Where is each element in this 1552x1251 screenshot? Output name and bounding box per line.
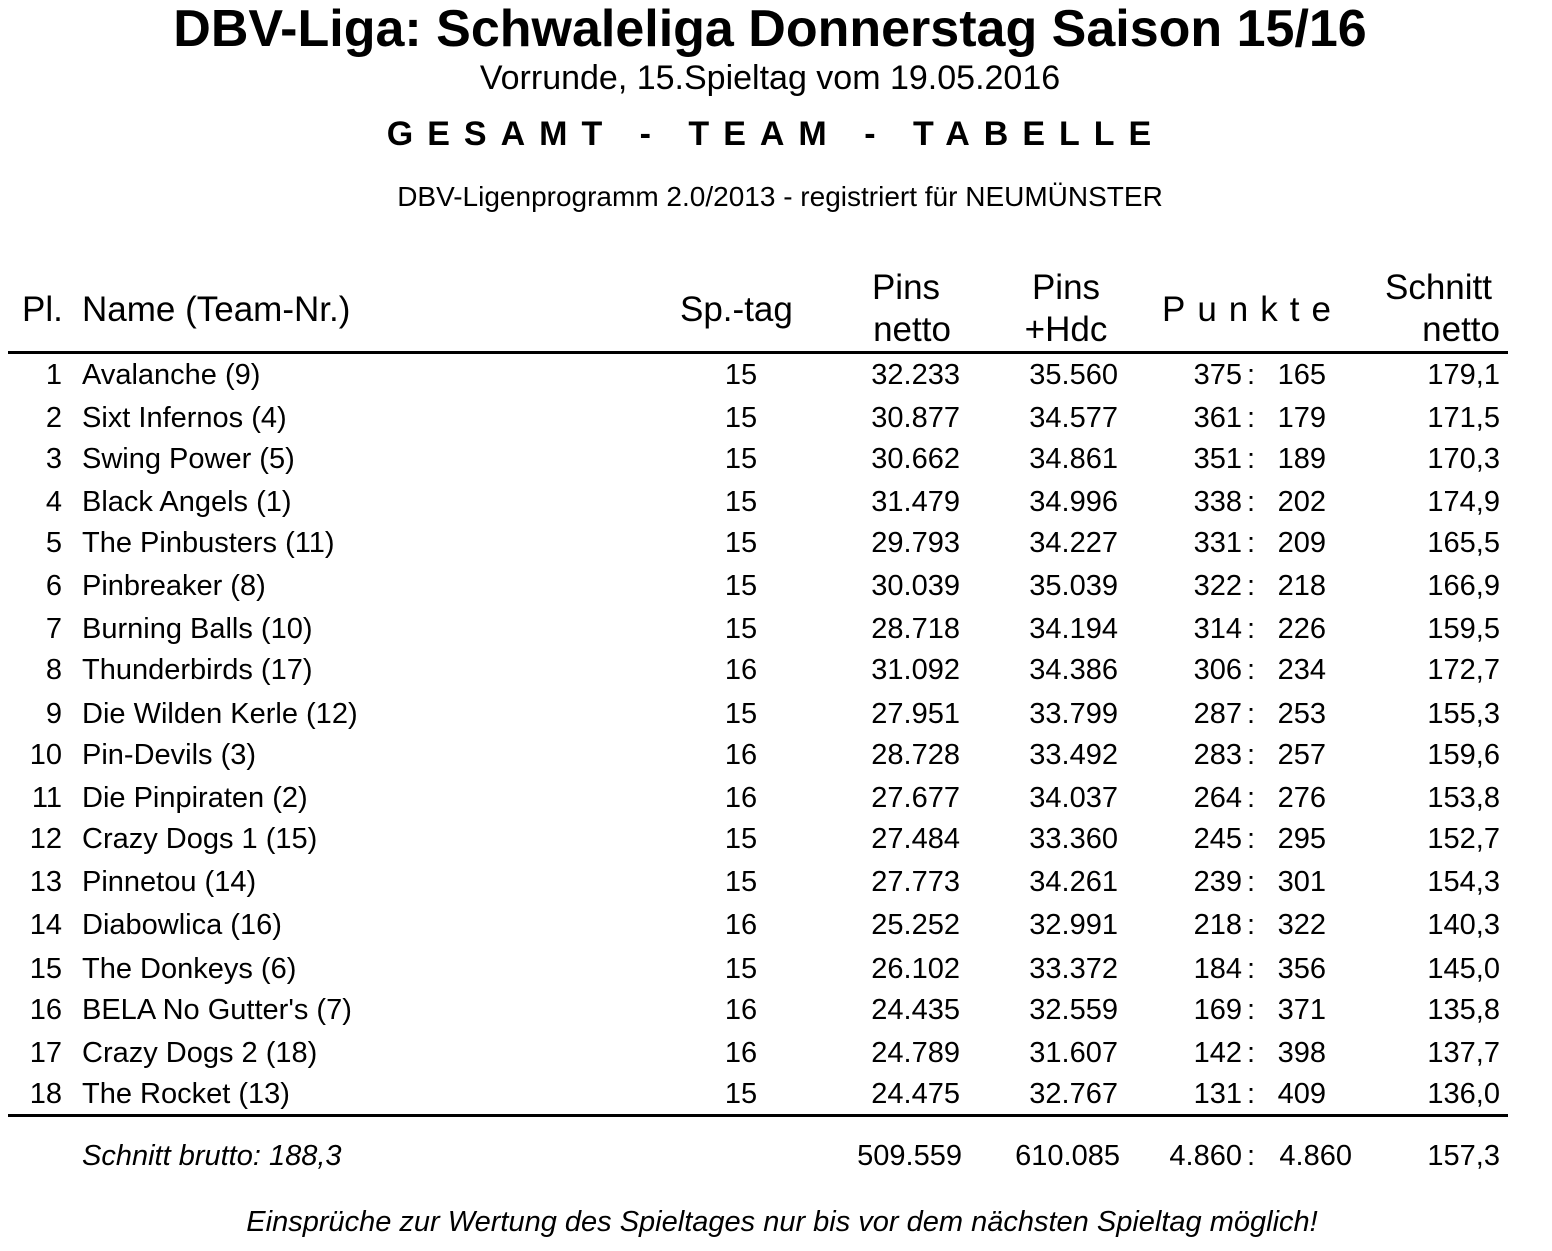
row-punkte-minus: 202 [1277, 486, 1326, 518]
row-sptag: 15 [724, 443, 758, 475]
row-place: 9 [45, 698, 62, 730]
row-punkte-plus: 142 [1193, 1037, 1242, 1069]
row-schnitt: 174,9 [1427, 486, 1500, 518]
row-punkte-minus: 322 [1277, 909, 1326, 941]
footer-note: Einsprüche zur Wertung des Spieltages nur bis vor dem nächsten Spieltag möglich! [246, 1206, 1318, 1238]
row-punkte-minus: 398 [1277, 1037, 1326, 1069]
row-sptag: 16 [724, 782, 758, 814]
row-punkte-plus: 306 [1193, 654, 1242, 686]
row-punkte-plus: 314 [1193, 613, 1242, 645]
row-sptag: 15 [724, 570, 758, 602]
row-punkte-minus: 179 [1277, 402, 1326, 434]
header-schnitt-line1: Schnitt [1385, 268, 1492, 307]
header-pins-netto-line2: netto [873, 310, 951, 349]
row-schnitt: 155,3 [1427, 698, 1500, 730]
table-row [0, 523, 1552, 563]
row-pins-hdc: 34.996 [1029, 486, 1118, 518]
row-schnitt: 172,7 [1427, 654, 1500, 686]
row-punkte-separator: : [1246, 782, 1256, 814]
row-place: 10 [29, 739, 62, 771]
row-pins-hdc: 33.372 [1029, 953, 1118, 985]
row-schnitt: 170,3 [1427, 443, 1500, 475]
row-place: 4 [45, 486, 62, 518]
row-punkte-separator: : [1246, 613, 1256, 645]
row-punkte-plus: 218 [1193, 909, 1242, 941]
row-team-name: Diabowlica (16) [82, 909, 282, 941]
row-pins-netto: 31.479 [871, 486, 960, 518]
row-punkte-minus: 257 [1277, 739, 1326, 771]
row-pins-hdc: 34.227 [1029, 527, 1118, 559]
row-schnitt: 137,7 [1427, 1037, 1500, 1069]
header-pins-hdc-line2: +Hdc [1024, 310, 1108, 349]
row-team-name: Crazy Dogs 2 (18) [82, 1037, 318, 1069]
row-team-name: Avalanche (9) [82, 359, 261, 391]
table-row [0, 609, 1552, 649]
row-punkte-separator: : [1246, 402, 1256, 434]
row-place: 16 [29, 994, 62, 1026]
row-schnitt: 152,7 [1427, 823, 1500, 855]
row-punkte-minus: 301 [1277, 866, 1326, 898]
row-punkte-minus: 209 [1277, 527, 1326, 559]
row-pins-hdc: 34.194 [1029, 613, 1118, 645]
row-place: 17 [29, 1037, 62, 1069]
row-pins-netto: 26.102 [871, 953, 960, 985]
row-pins-netto: 31.092 [871, 654, 960, 686]
row-team-name: Pinnetou (14) [82, 866, 257, 898]
row-team-name: Swing Power (5) [82, 443, 295, 475]
row-team-name: Crazy Dogs 1 (15) [82, 823, 318, 855]
row-sptag: 15 [724, 486, 758, 518]
page-title: DBV-Liga: Schwaleliga Donnerstag Saison 15/16 [173, 0, 1367, 58]
row-team-name: The Pinbusters (11) [82, 527, 335, 559]
row-pins-netto: 30.039 [871, 570, 960, 602]
row-place: 7 [45, 613, 62, 645]
row-sptag: 16 [724, 739, 758, 771]
row-pins-netto: 27.677 [871, 782, 960, 814]
header-pl: Pl. [22, 290, 63, 329]
table-row [0, 949, 1552, 989]
header-sptag: Sp.-tag [680, 290, 793, 329]
row-punkte-minus: 409 [1277, 1078, 1326, 1110]
totals-punkte-minus: 4.860 [1279, 1140, 1352, 1172]
row-schnitt: 154,3 [1427, 866, 1500, 898]
row-schnitt: 135,8 [1427, 994, 1500, 1026]
row-sptag: 16 [724, 909, 758, 941]
row-punkte-minus: 371 [1277, 994, 1326, 1026]
row-team-name: Pin-Devils (3) [82, 739, 257, 771]
row-pins-hdc: 35.560 [1029, 359, 1118, 391]
row-punkte-separator: : [1246, 486, 1256, 518]
totals-punkte-plus: 4.860 [1169, 1140, 1242, 1172]
header-name: Name (Team-Nr.) [82, 290, 351, 329]
row-pins-hdc: 31.607 [1029, 1037, 1118, 1069]
table-row [0, 566, 1552, 606]
table-row [0, 355, 1552, 395]
row-pins-hdc: 34.386 [1029, 654, 1118, 686]
row-pins-netto: 24.475 [871, 1078, 960, 1110]
table-row [0, 1074, 1552, 1114]
row-pins-netto: 30.662 [871, 443, 960, 475]
row-schnitt: 166,9 [1427, 570, 1500, 602]
row-sptag: 16 [724, 1037, 758, 1069]
row-pins-netto: 29.793 [871, 527, 960, 559]
row-punkte-separator: : [1246, 994, 1256, 1026]
row-pins-hdc: 33.360 [1029, 823, 1118, 855]
row-punkte-plus: 338 [1193, 486, 1242, 518]
row-schnitt: 159,5 [1427, 613, 1500, 645]
row-place: 13 [29, 866, 62, 898]
row-sptag: 15 [724, 527, 758, 559]
row-pins-netto: 28.718 [871, 613, 960, 645]
row-team-name: Pinbreaker (8) [82, 570, 266, 602]
row-pins-hdc: 34.861 [1029, 443, 1118, 475]
row-pins-hdc: 33.799 [1029, 698, 1118, 730]
table-row [0, 735, 1552, 775]
row-pins-hdc: 34.037 [1029, 782, 1118, 814]
row-pins-hdc: 34.261 [1029, 866, 1118, 898]
row-punkte-minus: 276 [1277, 782, 1326, 814]
row-schnitt: 140,3 [1427, 909, 1500, 941]
table-row [0, 905, 1552, 945]
row-punkte-plus: 184 [1193, 953, 1242, 985]
row-punkte-minus: 218 [1277, 570, 1326, 602]
row-sptag: 15 [724, 698, 758, 730]
totals-punkte-separator: : [1246, 1140, 1256, 1172]
row-pins-netto: 32.233 [871, 359, 960, 391]
row-punkte-plus: 131 [1193, 1078, 1242, 1110]
row-punkte-minus: 295 [1277, 823, 1326, 855]
row-place: 18 [29, 1078, 62, 1110]
row-sptag: 16 [724, 654, 758, 686]
row-team-name: Thunderbirds (17) [82, 654, 313, 686]
totals-divider [8, 1114, 1508, 1117]
header-divider [8, 351, 1508, 354]
row-pins-netto: 27.484 [871, 823, 960, 855]
row-pins-hdc: 32.767 [1029, 1078, 1118, 1110]
row-punkte-separator: : [1246, 953, 1256, 985]
row-pins-netto: 24.789 [871, 1037, 960, 1069]
row-punkte-minus: 234 [1277, 654, 1326, 686]
row-pins-netto: 30.877 [871, 402, 960, 434]
table-row [0, 862, 1552, 902]
row-sptag: 15 [724, 866, 758, 898]
row-team-name: BELA No Gutter's (7) [82, 994, 352, 1026]
row-sptag: 15 [724, 953, 758, 985]
row-pins-hdc: 35.039 [1029, 570, 1118, 602]
row-pins-netto: 24.435 [871, 994, 960, 1026]
row-punkte-plus: 375 [1193, 359, 1242, 391]
row-punkte-plus: 169 [1193, 994, 1242, 1026]
row-punkte-plus: 331 [1193, 527, 1242, 559]
row-punkte-minus: 165 [1277, 359, 1326, 391]
row-team-name: The Rocket (13) [82, 1078, 290, 1110]
totals-pins-hdc: 610.085 [1015, 1140, 1120, 1172]
row-schnitt: 165,5 [1427, 527, 1500, 559]
row-place: 1 [45, 359, 62, 391]
row-punkte-separator: : [1246, 443, 1256, 475]
row-sptag: 16 [724, 994, 758, 1026]
row-pins-hdc: 32.991 [1029, 909, 1118, 941]
row-place: 8 [45, 654, 62, 686]
row-team-name: Sixt Infernos (4) [82, 402, 287, 434]
row-punkte-separator: : [1246, 570, 1256, 602]
row-schnitt: 145,0 [1427, 953, 1500, 985]
row-punkte-separator: : [1246, 527, 1256, 559]
row-team-name: Die Pinpiraten (2) [82, 782, 308, 814]
row-punkte-separator: : [1246, 1037, 1256, 1069]
row-place: 12 [29, 823, 62, 855]
table-row [0, 778, 1552, 818]
table-row [0, 819, 1552, 859]
header-punkte: Punkte [1162, 290, 1343, 329]
row-pins-netto: 25.252 [871, 909, 960, 941]
row-pins-hdc: 32.559 [1029, 994, 1118, 1026]
row-punkte-separator: : [1246, 739, 1256, 771]
row-schnitt: 153,8 [1427, 782, 1500, 814]
row-punkte-separator: : [1246, 909, 1256, 941]
row-schnitt: 171,5 [1427, 402, 1500, 434]
table-row [0, 1033, 1552, 1073]
totals-pins-netto: 509.559 [857, 1140, 962, 1172]
row-sptag: 15 [724, 359, 758, 391]
row-place: 14 [29, 909, 62, 941]
table-row [0, 482, 1552, 522]
row-punkte-plus: 245 [1193, 823, 1242, 855]
row-punkte-separator: : [1246, 866, 1256, 898]
row-sptag: 15 [724, 1078, 758, 1110]
row-punkte-separator: : [1246, 1078, 1256, 1110]
row-place: 2 [45, 402, 62, 434]
row-pins-hdc: 33.492 [1029, 739, 1118, 771]
row-punkte-separator: : [1246, 359, 1256, 391]
header-pins-hdc-line1: Pins [1031, 268, 1101, 307]
header-schnitt-line2: netto [1422, 310, 1500, 349]
row-place: 15 [29, 953, 62, 985]
row-team-name: Burning Balls (10) [82, 613, 313, 645]
row-punkte-separator: : [1246, 698, 1256, 730]
table-row [0, 439, 1552, 479]
row-pins-netto: 28.728 [871, 739, 960, 771]
page-subtitle: Vorrunde, 15.Spieltag vom 19.05.2016 [479, 59, 1061, 97]
row-punkte-plus: 283 [1193, 739, 1242, 771]
row-sptag: 15 [724, 613, 758, 645]
totals-row [0, 1136, 1552, 1176]
row-place: 6 [45, 570, 62, 602]
row-place: 11 [31, 782, 62, 814]
row-place: 5 [45, 527, 62, 559]
table-row [0, 694, 1552, 734]
row-punkte-plus: 351 [1193, 443, 1242, 475]
row-team-name: Die Wilden Kerle (12) [82, 698, 358, 730]
row-punkte-plus: 264 [1193, 782, 1242, 814]
row-punkte-separator: : [1246, 823, 1256, 855]
row-punkte-minus: 253 [1277, 698, 1326, 730]
row-team-name: Black Angels (1) [82, 486, 292, 518]
row-sptag: 15 [724, 402, 758, 434]
row-pins-hdc: 34.577 [1029, 402, 1118, 434]
row-punkte-minus: 226 [1277, 613, 1326, 645]
row-punkte-minus: 356 [1277, 953, 1326, 985]
program-line: DBV-Ligenprogramm 2.0/2013 - registriert für NEUMÜNSTER [397, 181, 1163, 212]
row-punkte-minus: 189 [1277, 443, 1326, 475]
header-pins-netto-line1: Pins [871, 268, 941, 307]
row-pins-netto: 27.951 [871, 698, 960, 730]
totals-label: Schnitt brutto: 188,3 [82, 1140, 342, 1172]
row-punkte-plus: 239 [1193, 866, 1242, 898]
row-schnitt: 179,1 [1427, 359, 1500, 391]
table-row [0, 398, 1552, 438]
row-schnitt: 136,0 [1427, 1078, 1500, 1110]
row-team-name: The Donkeys (6) [82, 953, 297, 985]
table-row [0, 990, 1552, 1030]
row-schnitt: 159,6 [1427, 739, 1500, 771]
row-sptag: 15 [724, 823, 758, 855]
row-punkte-plus: 361 [1193, 402, 1242, 434]
row-punkte-plus: 322 [1193, 570, 1242, 602]
row-punkte-separator: : [1246, 654, 1256, 686]
section-title: GESAMT - TEAM - TABELLE [386, 115, 1166, 153]
table-row [0, 650, 1552, 690]
row-punkte-plus: 287 [1193, 698, 1242, 730]
row-pins-netto: 27.773 [871, 866, 960, 898]
row-place: 3 [45, 443, 62, 475]
totals-schnitt: 157,3 [1427, 1140, 1500, 1172]
